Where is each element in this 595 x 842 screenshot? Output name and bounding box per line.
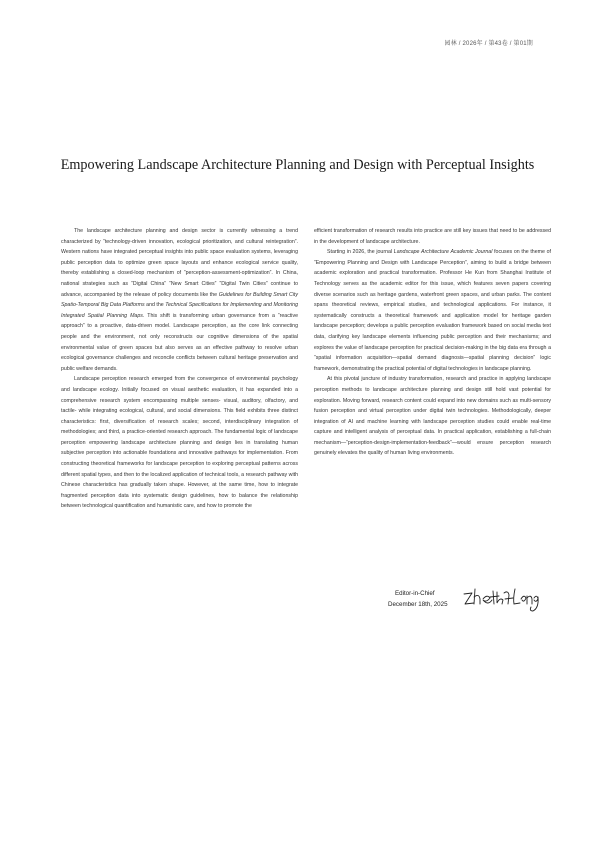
signoff-date: December 18th, 2025 — [388, 600, 448, 608]
paragraph: efficient transformation of research results into practice are still key issues that need to be addressed in the development of landscape architecture. — [314, 228, 551, 245]
left-column — [61, 226, 298, 512]
paragraph: Landscape perception research emerged from the convergence of environmental psychology and landscape ecology. Initially focused on visual aesthetic evaluation, it has expanded into a comprehensive research system encompassing multiple senses- visual, auditory, olfactory, and tactile- while integrating ecological, cultural, and social dimensions. This field exhibits three distinct characteristics: first, diversification of research scales; second, interdisciplinary integration of methodologies; and third, a practice-oriented research approach. The fundamental logic of landscape perception empowering landscape architecture planning and design lies in translating human subjective perception into actionable foundations and innovative pathways for implementation. From constructing theoretical frameworks for landscape perception to exploring perceptual patterns across different spatial types, and then to the localized application of technical tools, a research pathway with Chinese characteristics has gradually taken shape. However, at the same time, how to integrate fragmented perception data into systematic design guidelines, how to balance the relationship between technological quantification and humanistic care, and how to promote the — [61, 376, 298, 510]
right-column — [314, 226, 551, 459]
paragraph: The landscape architecture planning and design sector is currently witnessing a trend characterized by “technology-driven innovation, ecological prioritization, and cultural reintegration”. Western nations have integrated perceptual insights into public space evaluation systems, leveraging public perception data to optimize green space layouts and enhance ecological service quality, thereby establishing a closed-loop mechanism of “perception-assessment-optimization”. In China, national strategies such as “Digital China” “New Smart Cities” “Digital Twin Cities” continue to advance, accompanied by the release of policy documents like the Guidelines for Building Smart City Spatio-Temporal Big Data Platforms and the Technical Specifications for Implementing and Monitoring Integrated Spatial Planning Maps. This shift is transforming urban governance from a “reactive approach” to a proactive, data-driven model. Landscape perception, as the core link connecting people and the environment, not only reconstructs our cognitive dimensions of the spatial environmental value of green spaces but also serves as an effective pathway to resolve urban ecological governance challenges and reconcile conflicts between cultural heritage preservation and public welfare demands. — [61, 228, 299, 372]
article-title: Empowering Landscape Architecture Planning and Design with Perceptual Insights — [60, 157, 535, 173]
signoff-block — [388, 589, 448, 610]
handwritten-signature — [461, 583, 541, 613]
paragraph: Starting in 2026, the journal Landscape Architecture Academic Journal focuses on the theme of “Empowering Planning and Design with Landscape Perception”, aiming to build a bridge between academic exploration and practical transformation. Professor He Kun from Shanghai Institute of Technology serves as the academic editor for this issue, which features seven papers covering diverse scenarios such as heritage gardens, waterfront green spaces, and urban parks. The content spans theoretical reviews, empirical studies, and technological applications. For instance, it systematically constructs a theoretical framework and application model for heritage garden landscape perception; develops a public perception evaluation framework based on social media text data, clarifying key landscape elements influencing public perception and their mechanisms; and explores the value of landscape perception for practical decision-making in the big data era through a “spatial information acquisition—spatial demand diagnosis—spatial planning decision” logic framework, demonstrating the practical potential of digital technologies in landscape planning. — [314, 249, 551, 372]
journal-header: 园林 / 2026年 / 第43卷 / 第01期 — [444, 41, 533, 47]
paragraph: At this pivotal juncture of industry transformation, research and practice in applying landscape perception methods to landscape architecture planning and design still hold vast potential for exploration. Moving forward, research content could expand into new domains such as multi-sensory fusion perception and virtual perception under digital twin technologies. Methodologically, deeper integration of AI and machine learning with landscape perception studies could enable real-time capture and intelligent analysis of perceptual data. In practical application, establishing a full-chain mechanism—“perception-design-implementation-feedback”—would ensure perception research genuinely elevates the quality of human living environments. — [314, 376, 551, 457]
signoff-role: Editor-in-Chief — [395, 590, 435, 597]
